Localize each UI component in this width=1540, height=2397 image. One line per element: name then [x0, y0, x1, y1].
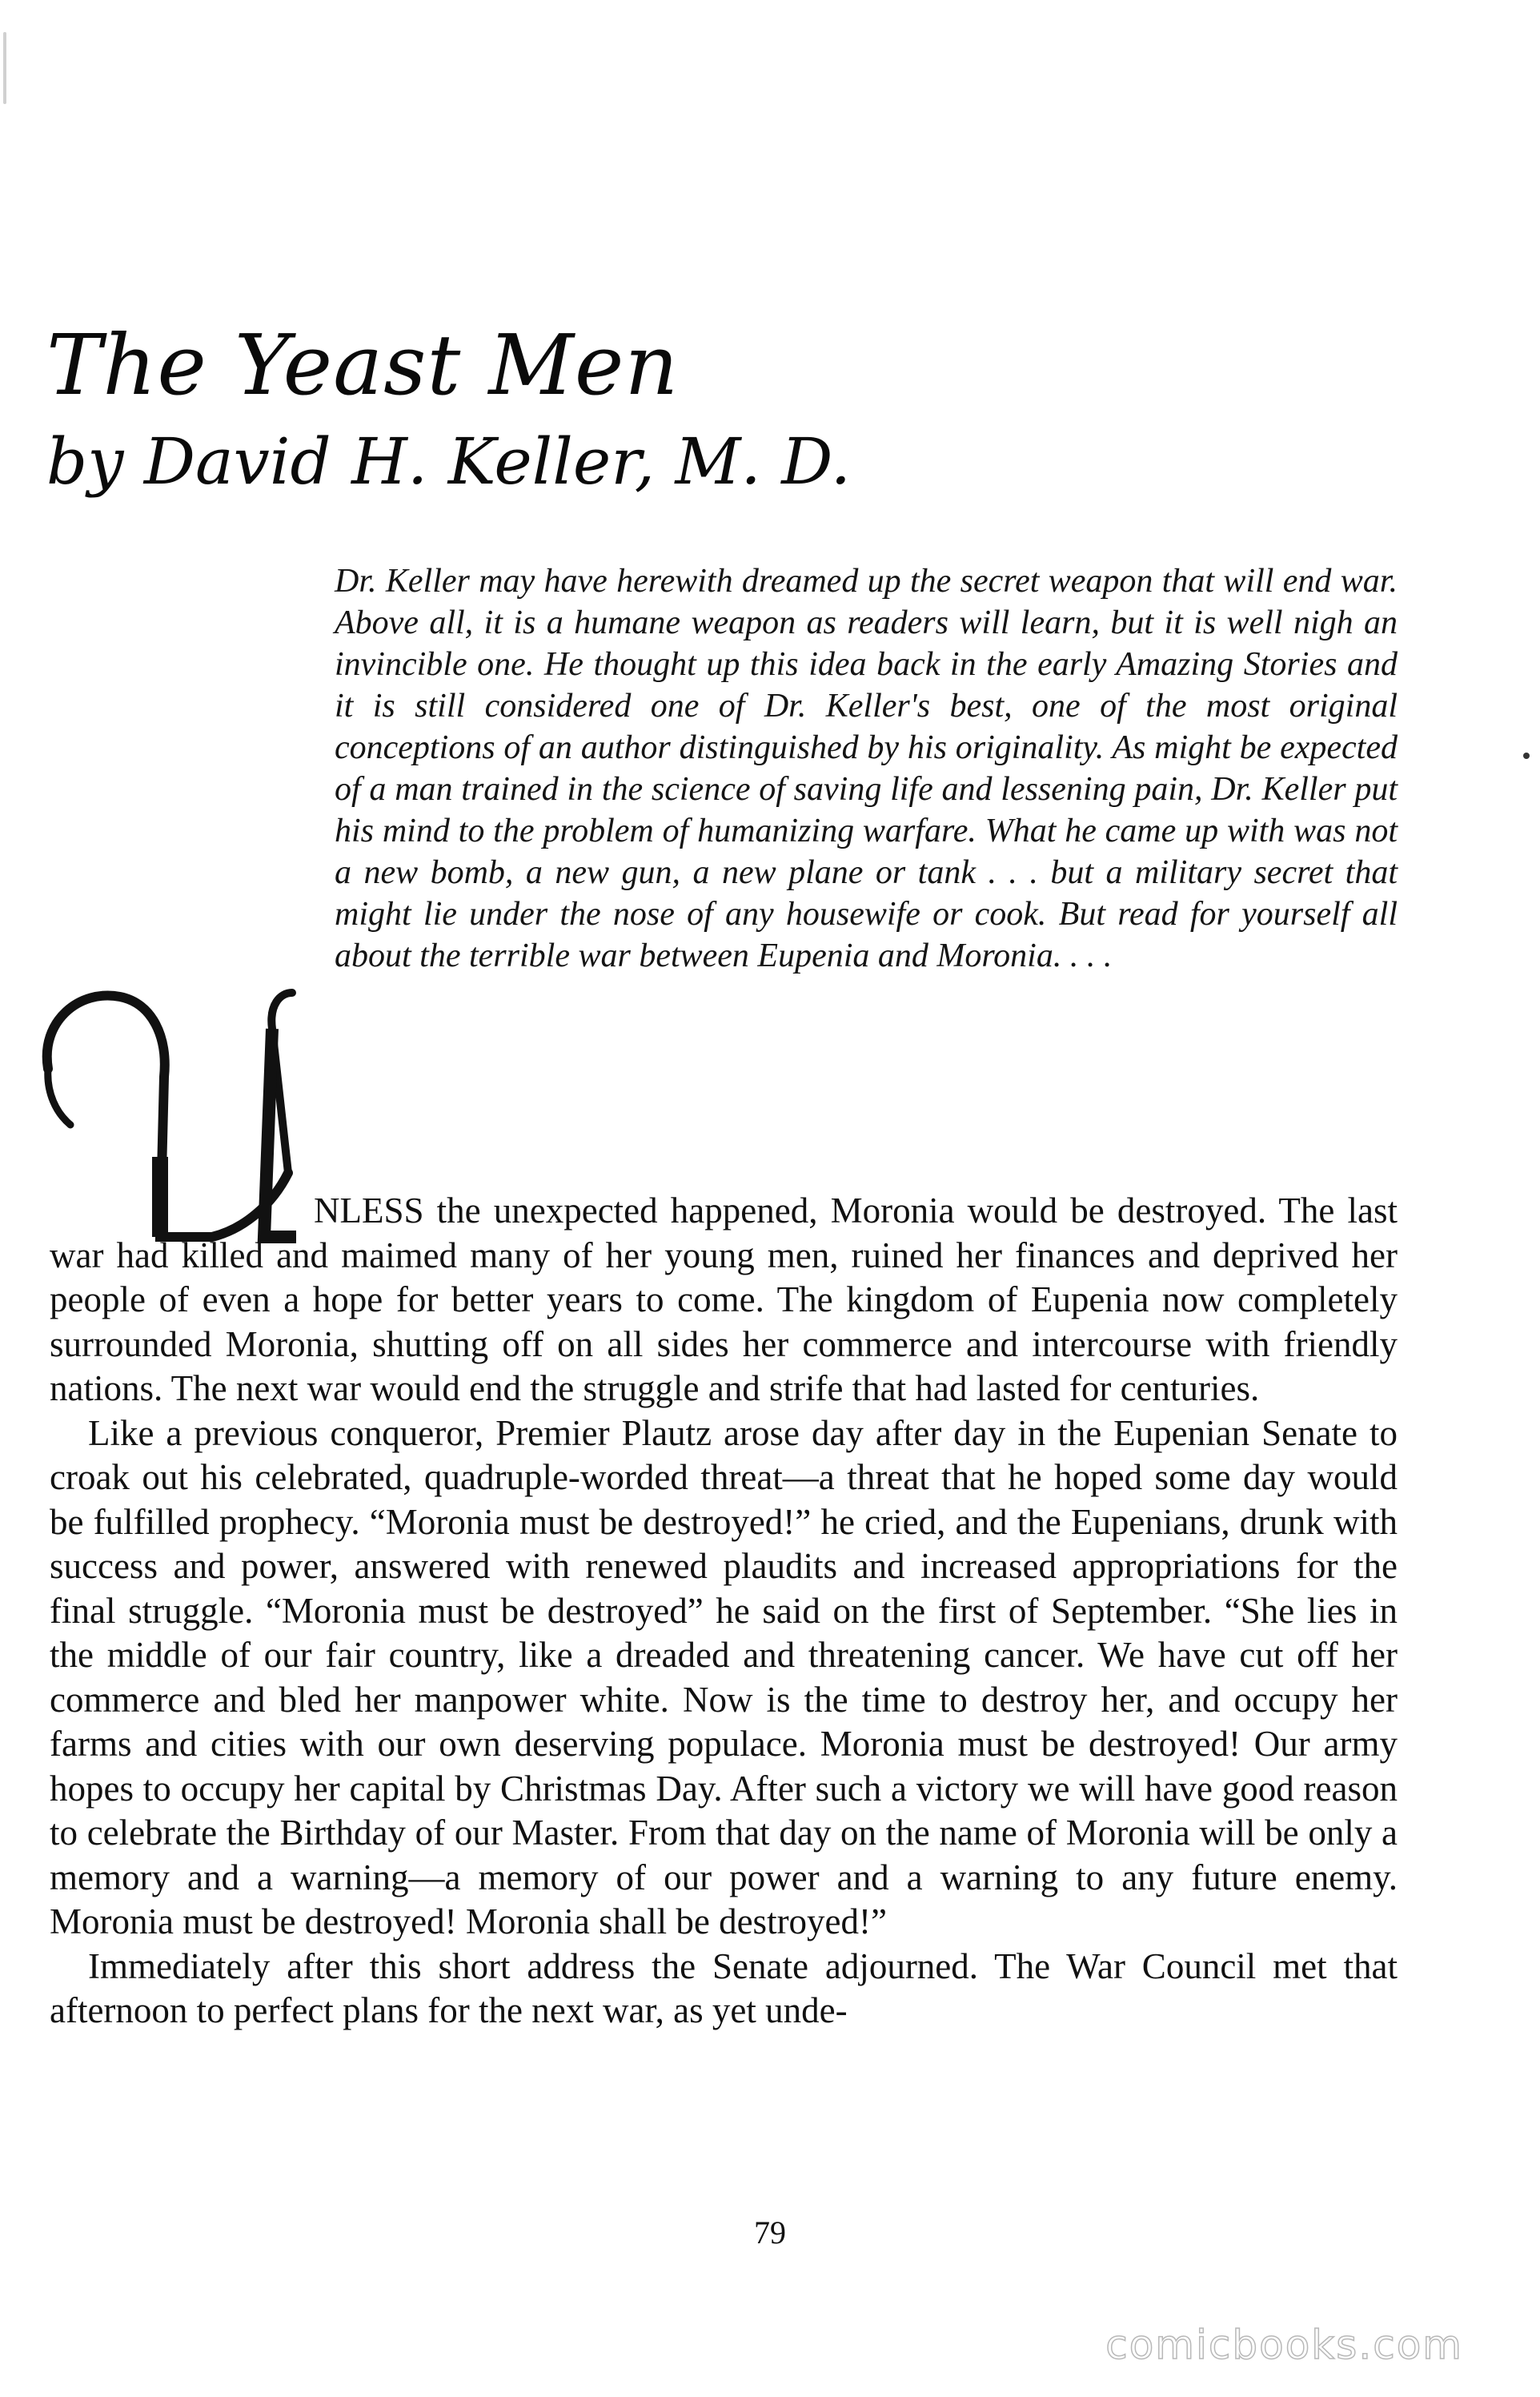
story-byline: by David H. Keller, M. D.	[46, 424, 851, 499]
story-title: The Yeast Men	[46, 316, 680, 414]
body-paragraph: Immediately after this short address the Senate adjourned. The War Council met that afternoon to perfect plans for the next war, as yet unde-	[50, 1945, 1398, 2030]
intro-blurb: Dr. Keller may have herewith dreamed up the secret weapon that will end war. Above all, it is a humane weapon as readers will learn, but it is well nigh an invincible one. He thought up this idea back in the early Amazing Stories and it is still considered one of Dr. Keller's best, one of the most original conceptions of an author distinguished by his originality. As might be expected of a man trained in the science of saving life and lessening pain, Dr. Keller put his mind to the problem of humanizing warfare. What he came up with was not a new bomb, a new gun, a new plane or tank . . . but a military secret that might lie under the nose of any housewife or cook. But read for yourself all about the terrible war between Eupenia and Moronia. . . .	[335, 563, 1398, 974]
body-paragraph: NLESS the unexpected happened, Moronia would be destroyed. The last war had killed and maimed many of her young men, ruined her finances and deprived her people of even a hope for better years to come. The kingdom of Eupenia now completely surrounded Moronia, shutting off on all sides her commerce and intercourse with friendly nations. The next war would end the struggle and strife that had lasted for centuries.	[50, 1190, 1398, 1408]
body-paragraph: Like a previous conqueror, Premier Plautz arose day after day in the Eupenian Senate to croak out his celebrated, quadruple-worded threat—a threat that he hoped some day would be fulfilled prophecy. “Moronia must be destroyed!” he cried, and the Eupenians, drunk with success and power, answered with renewed plaudits and increased appropriations for the final struggle. “Moronia must be destroyed” he said on the first of September. “She lies in the middle of our fair country, like a dreaded and threatening cancer. We have cut off her commerce and bled her manpower white. Now is the time to destroy her, and occupy her farms and cities with our own deserving populace. Moronia must be destroyed! Our army hopes to occupy her capital by Christmas Day. After such a victory we will have good reason to celebrate the Birthday of our Master. From that day on the name of Moronia will be only a memory and a warning—a memory of our power and a warning to any future enemy. Moronia must be destroyed! Moronia shall be destroyed!”	[50, 1412, 1398, 1941]
scan-speck	[1523, 753, 1530, 759]
story-body	[50, 1189, 1398, 2034]
page-number: 79	[754, 2214, 786, 2250]
source-watermark: comicbooks.com	[1105, 2322, 1463, 2368]
scan-speck	[3, 32, 6, 104]
